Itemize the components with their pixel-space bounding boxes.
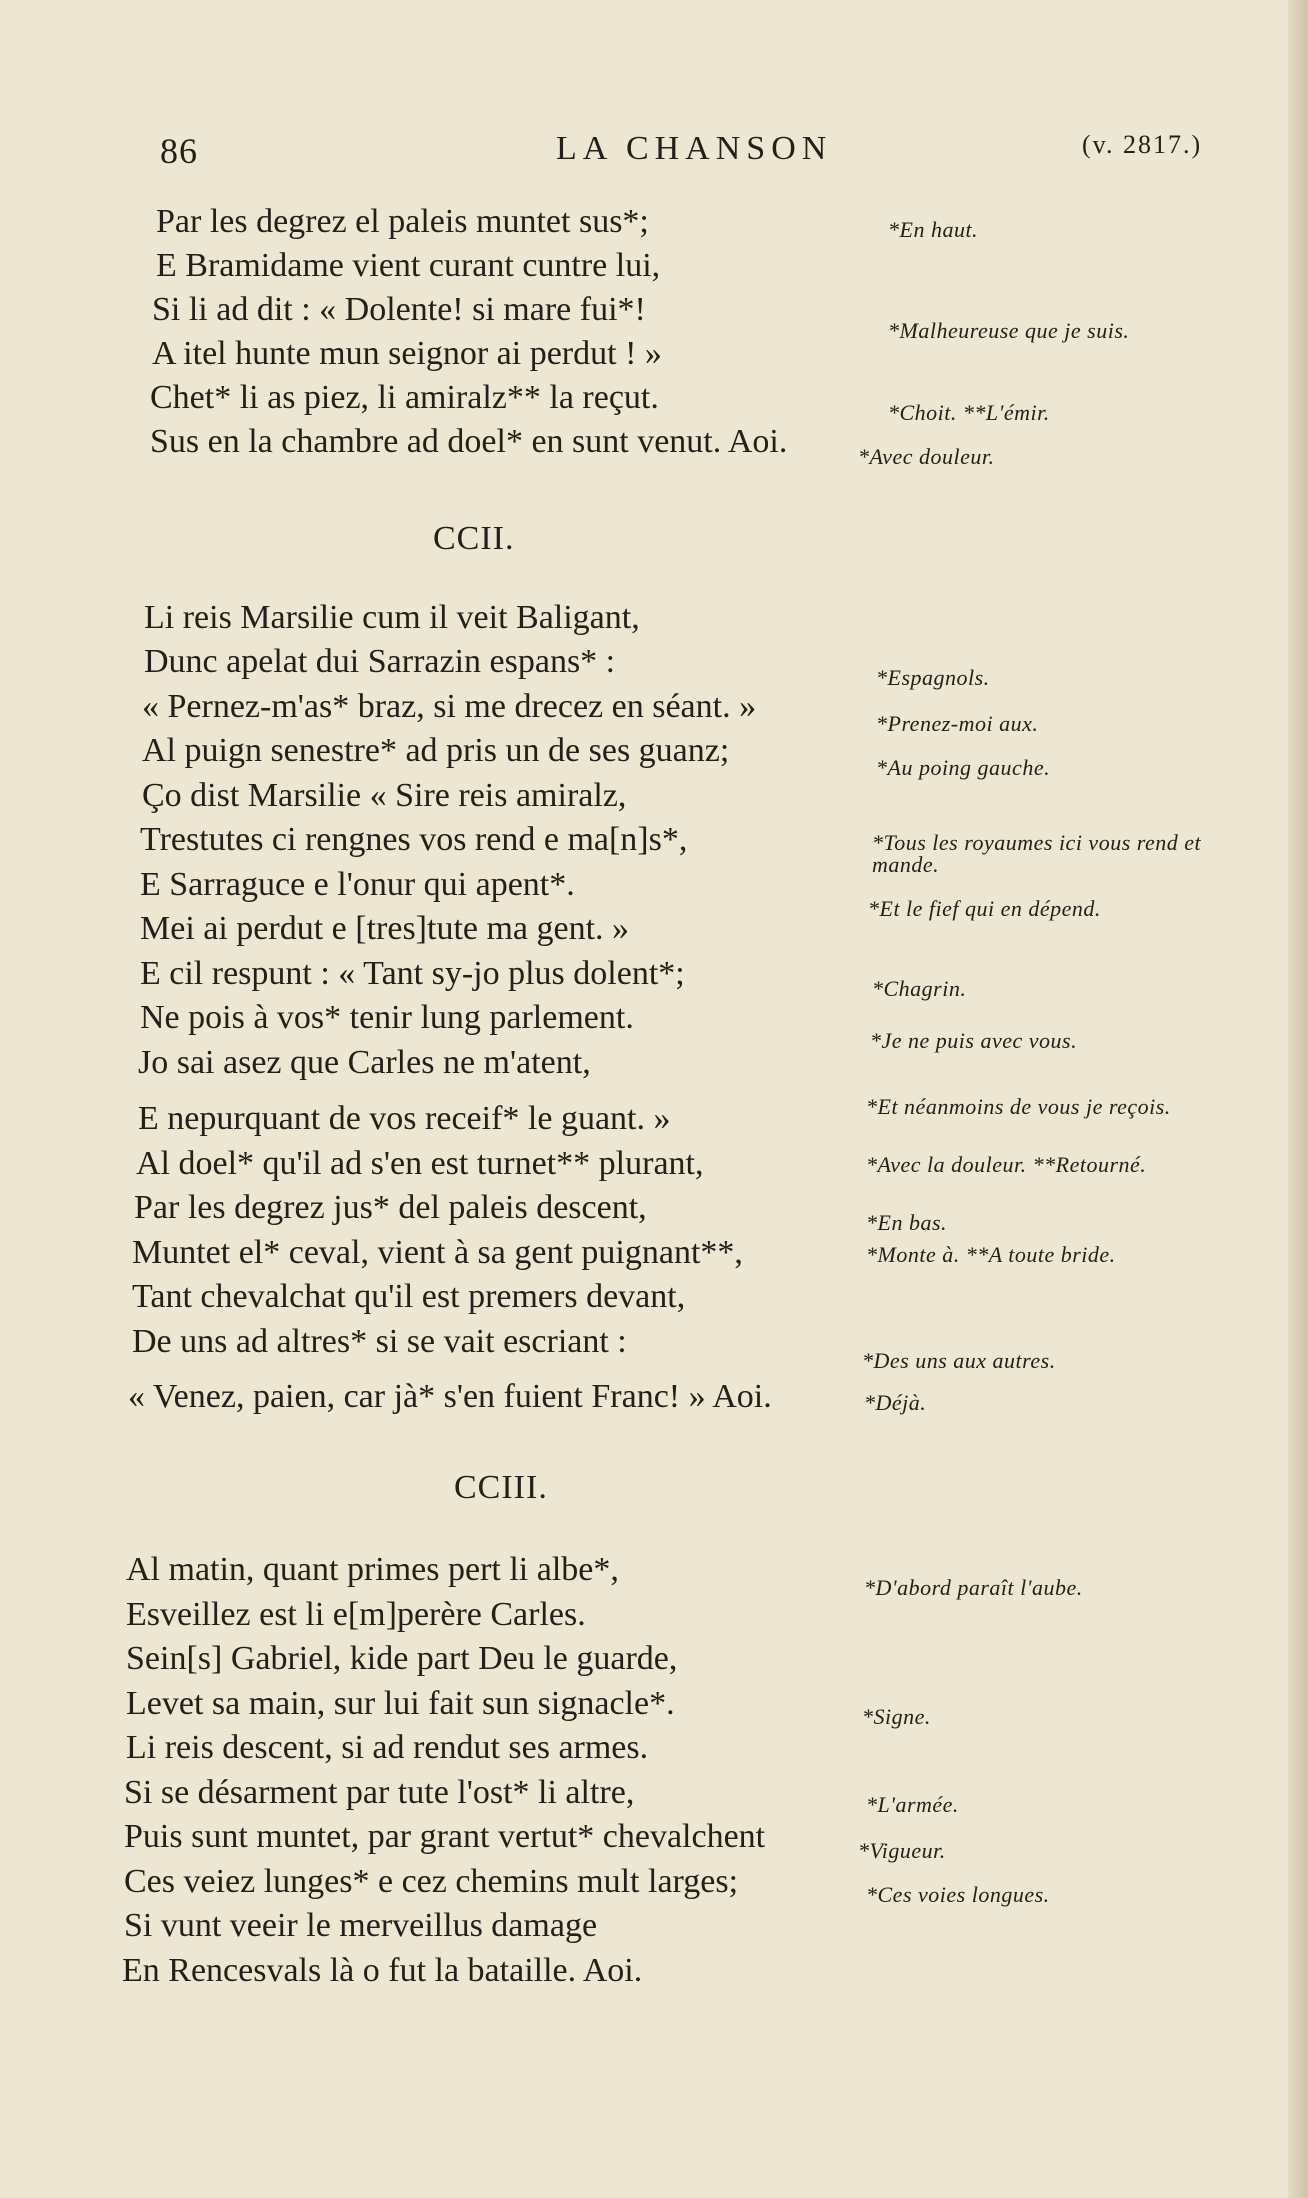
- verse-line: En Rencesvals là o fut la bataille. Aoi.: [122, 1952, 643, 1989]
- gloss-note: *Des uns aux autres.: [862, 1348, 1056, 1373]
- gloss-note: *D'abord paraît l'aube.: [864, 1575, 1083, 1600]
- verse-line: Muntet el* ceval, vient à sa gent puignant**,: [132, 1234, 743, 1271]
- verse-reference: (v. 2817.): [1082, 130, 1203, 159]
- verse-line: Ço dist Marsilie « Sire reis amiralz,: [142, 777, 627, 814]
- gloss-note: *Tous les royaumes ici vous rend et mande.: [872, 830, 1202, 877]
- verse-line: Chet* li as piez, li amiralz** la reçut.: [150, 379, 659, 416]
- verse-line: Al puign senestre* ad pris un de ses guanz;: [142, 732, 730, 769]
- running-title: LA CHANSON: [556, 130, 833, 167]
- verse-line: « Pernez-m'as* braz, si me drecez en séant. »: [142, 688, 757, 725]
- verse-line: E Bramidame vient curant cuntre lui,: [156, 247, 661, 284]
- verse-line: E cil respunt : « Tant sy-jo plus dolent*;: [140, 955, 685, 992]
- verse-line: Dunc apelat dui Sarrazin espans* :: [144, 643, 616, 680]
- verse-line: Mei ai perdut e [tres]tute ma gent. »: [140, 910, 630, 947]
- gloss-note: *Avec la douleur. **Retourné.: [866, 1152, 1147, 1177]
- verse-line: Levet sa main, sur lui fait sun signacle*.: [126, 1685, 675, 1722]
- page-edge: [1288, 0, 1308, 2198]
- verse-line: Ces veiez lunges* e cez chemins mult larges;: [124, 1863, 739, 1900]
- verse-line: Tant chevalchat qu'il est premers devant,: [132, 1278, 686, 1315]
- verse-line: Par les degrez el paleis muntet sus*;: [156, 203, 649, 240]
- gloss-note: *Chagrin.: [872, 976, 967, 1001]
- verse-line: De uns ad altres* si se vait escriant :: [132, 1323, 627, 1360]
- verse-line: Si li ad dit : « Dolente! si mare fui*!: [152, 291, 646, 328]
- verse-line: Li reis descent, si ad rendut ses armes.: [126, 1729, 649, 1766]
- gloss-note: *Et néanmoins de vous je reçois.: [866, 1094, 1171, 1119]
- verse-line: E Sarraguce e l'onur qui apent*.: [140, 866, 575, 903]
- verse-line: Al matin, quant primes pert li albe*,: [126, 1551, 619, 1588]
- stanza-heading: CCII.: [433, 520, 515, 557]
- verse-line: Par les degrez jus* del paleis descent,: [134, 1189, 647, 1226]
- verse-line: Si se désarment par tute l'ost* li altre,: [124, 1774, 635, 1811]
- gloss-note: *Espagnols.: [876, 665, 990, 690]
- gloss-note: *L'armée.: [866, 1792, 959, 1817]
- gloss-note: *Prenez-moi aux.: [876, 711, 1039, 736]
- gloss-note: *Avec douleur.: [858, 444, 995, 469]
- verse-line: Sus en la chambre ad doel* en sunt venut. Aoi.: [150, 423, 788, 460]
- gloss-note: *Monte à. **A toute bride.: [866, 1242, 1116, 1267]
- verse-line: Li reis Marsilie cum il veit Baligant,: [144, 599, 640, 636]
- page-number: 86: [160, 131, 198, 171]
- gloss-note: *Signe.: [862, 1704, 931, 1729]
- gloss-note: *En bas.: [866, 1210, 947, 1235]
- verse-line: E nepurquant de vos receif* le guant. »: [138, 1100, 671, 1137]
- stanza-heading: CCIII.: [454, 1469, 548, 1506]
- gloss-note: *Ces voies longues.: [866, 1882, 1050, 1907]
- verse-line: A itel hunte mun seignor ai perdut ! »: [152, 335, 662, 372]
- verse-line: Si vunt veeir le merveillus damage: [124, 1907, 598, 1944]
- verse-line: Esveillez est li e[m]perère Carles.: [126, 1596, 586, 1633]
- verse-line: Al doel* qu'il ad s'en est turnet** plurant,: [136, 1145, 704, 1182]
- gloss-note: *En haut.: [888, 217, 979, 242]
- gloss-note: *Vigueur.: [858, 1838, 946, 1863]
- verse-line: « Venez, paien, car jà* s'en fuient Franc! » Aoi.: [128, 1378, 772, 1415]
- verse-line: Puis sunt muntet, par grant vertut* chevalchent: [124, 1818, 766, 1855]
- gloss-note: *Choit. **L'émir.: [888, 400, 1050, 425]
- gloss-note: *Déjà.: [864, 1390, 927, 1415]
- gloss-note: *Au poing gauche.: [876, 755, 1051, 780]
- gloss-note: *Et le fief qui en dépend.: [868, 896, 1101, 921]
- gloss-note: *Malheureuse que je suis.: [888, 318, 1130, 343]
- verse-line: Trestutes ci rengnes vos rend e ma[n]s*,: [140, 821, 688, 858]
- verse-line: Sein[s] Gabriel, kide part Deu le guarde,: [126, 1640, 678, 1677]
- verse-line: Jo sai asez que Carles ne m'atent,: [138, 1044, 591, 1081]
- verse-line: Ne pois à vos* tenir lung parlement.: [140, 999, 634, 1036]
- gloss-note: *Je ne puis avec vous.: [870, 1028, 1078, 1053]
